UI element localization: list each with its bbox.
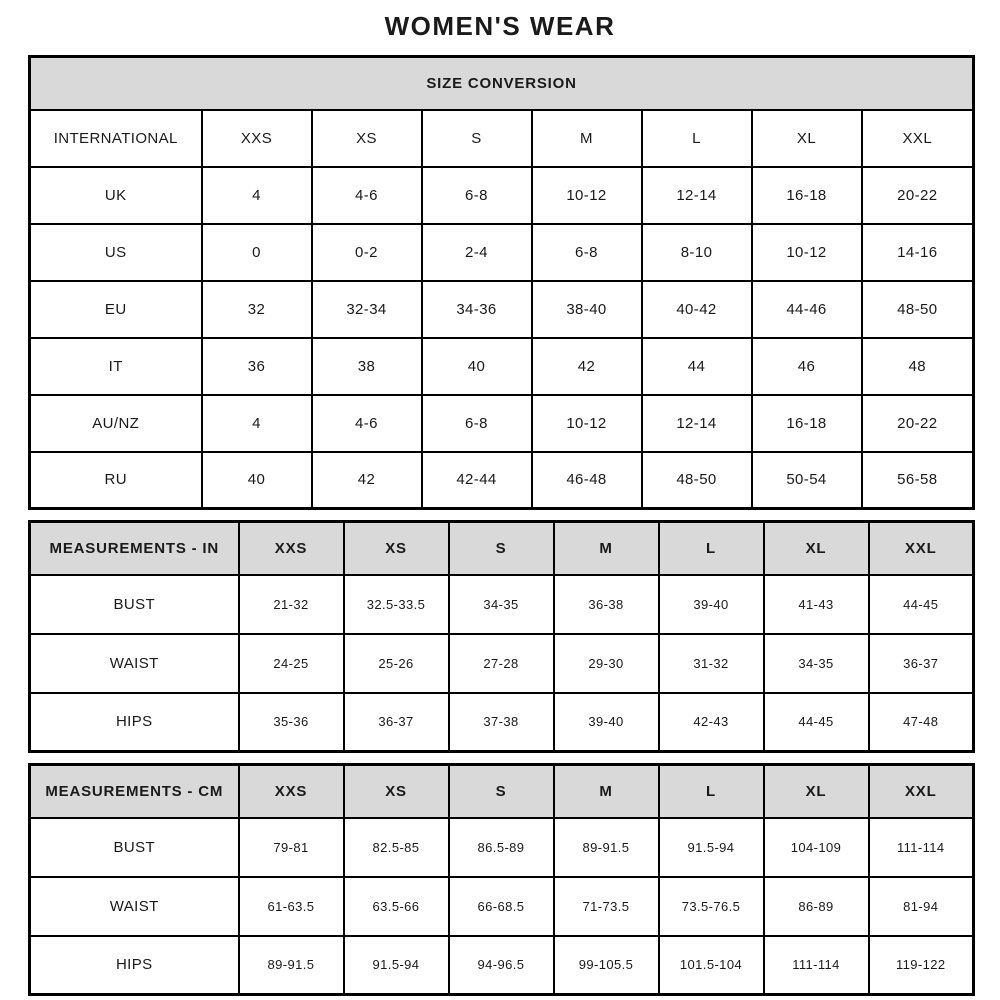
value-cell: 50-54 [752,452,862,509]
value-cell: 44-45 [764,693,869,752]
value-cell: 63.5-66 [344,877,449,936]
value-cell: 2-4 [422,224,532,281]
table-row [30,575,974,634]
value-cell: 47-48 [869,693,974,752]
value-cell: 40 [202,452,312,509]
page-title: WOMEN'S WEAR [384,11,616,41]
value-cell: 61-63.5 [239,877,344,936]
value-cell: 42-44 [422,452,532,509]
row-label: WAIST [30,877,239,936]
column-header-xs: XS [312,110,422,167]
value-cell: 31-32 [659,634,764,693]
table-row [30,765,974,818]
value-cell: 119-122 [869,936,974,995]
value-cell: 111-114 [764,936,869,995]
value-cell: 34-36 [422,281,532,338]
value-cell: 24-25 [239,634,344,693]
measurements-in-title: MEASUREMENTS - IN [30,522,239,575]
value-cell: 48-50 [862,281,974,338]
table-row [30,693,974,752]
value-cell: 56-58 [862,452,974,509]
size-conversion-title: SIZE CONVERSION [30,57,974,110]
value-cell: 42 [532,338,642,395]
value-cell: 6-8 [532,224,642,281]
value-cell: 10-12 [532,395,642,452]
value-cell: 40 [422,338,532,395]
table-row [30,224,974,281]
value-cell: 36 [202,338,312,395]
size-header-xxl: XXL [869,522,974,575]
size-header-xxs: XXS [239,522,344,575]
row-label: RU [30,452,202,509]
value-cell: 25-26 [344,634,449,693]
size-header-m: M [554,765,659,818]
value-cell: 101.5-104 [659,936,764,995]
value-cell: 10-12 [532,167,642,224]
table-row [30,877,974,936]
value-cell: 10-12 [752,224,862,281]
value-cell: 20-22 [862,167,974,224]
value-cell: 38 [312,338,422,395]
size-header-l: L [659,765,764,818]
measurements-cm-title: MEASUREMENTS - CM [30,765,239,818]
value-cell: 4 [202,395,312,452]
value-cell: 12-14 [642,167,752,224]
value-cell: 16-18 [752,167,862,224]
row-label: HIPS [30,936,239,995]
value-cell: 32-34 [312,281,422,338]
row-label: BUST [30,575,239,634]
value-cell: 34-35 [449,575,554,634]
value-cell: 12-14 [642,395,752,452]
value-cell: 14-16 [862,224,974,281]
value-cell: 27-28 [449,634,554,693]
row-label: WAIST [30,634,239,693]
value-cell: 38-40 [532,281,642,338]
value-cell: 44 [642,338,752,395]
value-cell: 48 [862,338,974,395]
value-cell: 4 [202,167,312,224]
table-row [30,634,974,693]
row-label: EU [30,281,202,338]
value-cell: 82.5-85 [344,818,449,877]
value-cell: 81-94 [869,877,974,936]
value-cell: 42-43 [659,693,764,752]
table-row [30,936,974,995]
value-cell: 79-81 [239,818,344,877]
column-header-xl: XL [752,110,862,167]
measurements-cm-table [28,763,975,996]
size-header-xl: XL [764,765,869,818]
value-cell: 46-48 [532,452,642,509]
value-cell: 32.5-33.5 [344,575,449,634]
size-header-xxl: XXL [869,765,974,818]
value-cell: 8-10 [642,224,752,281]
table-row [30,338,974,395]
column-header-xxs: XXS [202,110,312,167]
value-cell: 0 [202,224,312,281]
value-cell: 86.5-89 [449,818,554,877]
row-label: AU/NZ [30,395,202,452]
value-cell: 48-50 [642,452,752,509]
size-conversion-table [28,55,975,510]
value-cell: 34-35 [764,634,869,693]
value-cell: 111-114 [869,818,974,877]
table-row [30,452,974,509]
value-cell: 6-8 [422,395,532,452]
size-header-m: M [554,522,659,575]
value-cell: 36-37 [344,693,449,752]
value-cell: 29-30 [554,634,659,693]
value-cell: 40-42 [642,281,752,338]
value-cell: 21-32 [239,575,344,634]
size-header-s: S [449,765,554,818]
table-row [30,281,974,338]
value-cell: 89-91.5 [239,936,344,995]
value-cell: 89-91.5 [554,818,659,877]
value-cell: 4-6 [312,395,422,452]
value-cell: 41-43 [764,575,869,634]
value-cell: 104-109 [764,818,869,877]
size-header-s: S [449,522,554,575]
row-label: IT [30,338,202,395]
size-header-xl: XL [764,522,869,575]
table-row [30,395,974,452]
value-cell: 44-46 [752,281,862,338]
value-cell: 86-89 [764,877,869,936]
value-cell: 42 [312,452,422,509]
table-row [30,522,974,575]
value-cell: 16-18 [752,395,862,452]
row-label: US [30,224,202,281]
value-cell: 0-2 [312,224,422,281]
value-cell: 39-40 [659,575,764,634]
value-cell: 91.5-94 [344,936,449,995]
value-cell: 44-45 [869,575,974,634]
value-cell: 99-105.5 [554,936,659,995]
value-cell: 66-68.5 [449,877,554,936]
table-row [30,57,974,110]
value-cell: 39-40 [554,693,659,752]
value-cell: 6-8 [422,167,532,224]
value-cell: 94-96.5 [449,936,554,995]
value-cell: 32 [202,281,312,338]
size-header-xs: XS [344,522,449,575]
column-header-l: L [642,110,752,167]
column-header-s: S [422,110,532,167]
size-header-xs: XS [344,765,449,818]
value-cell: 46 [752,338,862,395]
corner-header: INTERNATIONAL [30,110,202,167]
table-row [30,110,974,167]
value-cell: 4-6 [312,167,422,224]
column-header-xxl: XXL [862,110,974,167]
value-cell: 91.5-94 [659,818,764,877]
row-label: UK [30,167,202,224]
size-header-xxs: XXS [239,765,344,818]
value-cell: 35-36 [239,693,344,752]
column-header-m: M [532,110,642,167]
table-row [30,167,974,224]
value-cell: 73.5-76.5 [659,877,764,936]
row-label: HIPS [30,693,239,752]
size-header-l: L [659,522,764,575]
row-label: BUST [30,818,239,877]
value-cell: 36-38 [554,575,659,634]
measurements-in-table [28,520,975,753]
value-cell: 36-37 [869,634,974,693]
value-cell: 71-73.5 [554,877,659,936]
value-cell: 20-22 [862,395,974,452]
value-cell: 37-38 [449,693,554,752]
table-row [30,818,974,877]
